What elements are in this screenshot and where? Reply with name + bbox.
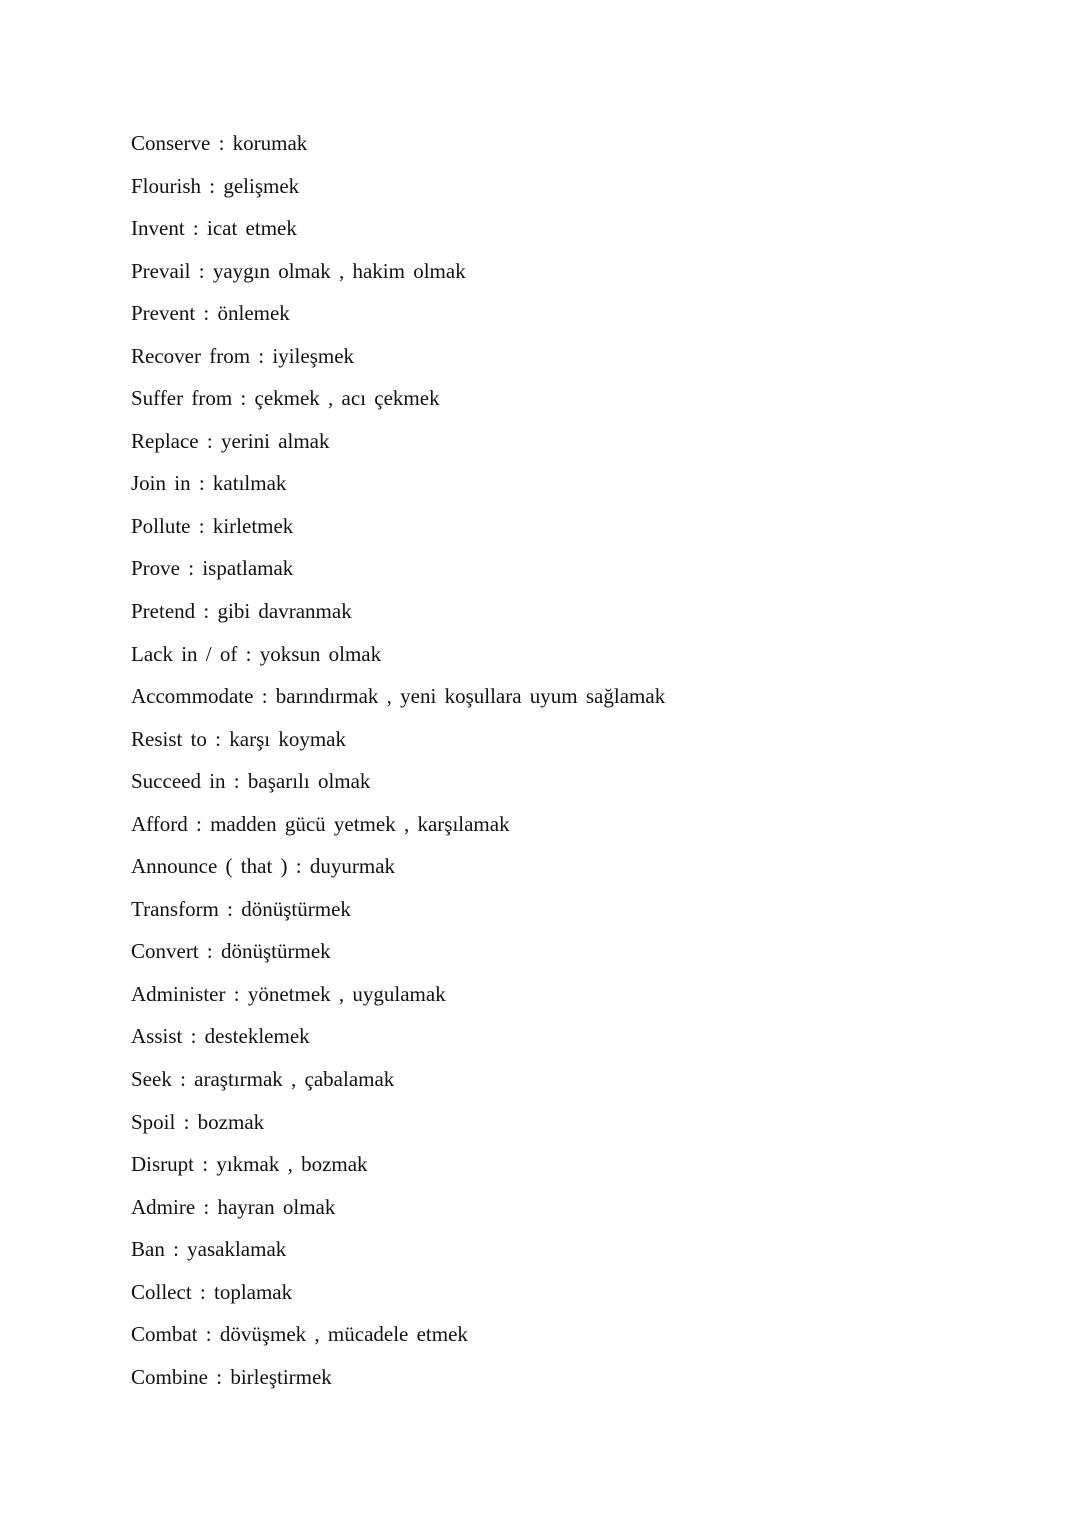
vocab-entry-resist-to: Resist to : karşı koymak: [131, 726, 346, 751]
vocab-entry-conserve: Conserve : korumak: [131, 131, 308, 155]
vocab-entry-invent: Invent : icat etmek: [131, 216, 297, 241]
vocab-entry-prevail: Prevail : yaygın olmak , hakim olmak: [131, 258, 466, 283]
vocab-entry-announce: Announce ( that ) : duyurmak: [131, 854, 396, 879]
vocab-entry-transform: Transform : dönüştürmek: [131, 896, 351, 921]
vocab-entry-collect: Collect : toplamak: [131, 1279, 293, 1304]
vocab-entry-suffer-from: Suffer from : çekmek , acı çekmek: [131, 386, 440, 411]
vocab-entry-seek: Seek : araştırmak , çabalamak: [131, 1067, 395, 1092]
vocab-entry-replace: Replace : yerini almak: [131, 428, 330, 453]
vocab-entry-administer: Administer : yönetmek , uygulamak: [131, 981, 446, 1006]
vocab-entry-disrupt: Disrupt : yıkmak , bozmak: [131, 1152, 368, 1177]
vocab-entry-pollute: Pollute : kirletmek: [131, 513, 294, 538]
vocab-entry-pretend: Pretend : gibi davranmak: [131, 599, 352, 624]
vocab-entry-combine: Combine : birleştirmek: [131, 1364, 332, 1389]
vocab-entry-lack: Lack in / of : yoksun olmak: [131, 641, 382, 666]
vocab-entry-ban: Ban : yasaklamak: [131, 1237, 287, 1262]
vocab-entry-join-in: Join in : katılmak: [131, 471, 287, 496]
vocab-entry-prevent: Prevent : önlemek: [131, 301, 290, 326]
vocab-entry-prove: Prove : ispatlamak: [131, 556, 294, 581]
vocab-entry-succeed-in: Succeed in : başarılı olmak: [131, 769, 371, 794]
vocab-entry-combat: Combat : dövüşmek , mücadele etmek: [131, 1322, 468, 1347]
vocab-entry-assist: Assist : desteklemek: [131, 1024, 310, 1049]
vocab-entry-flourish: Flourish : gelişmek: [131, 173, 300, 198]
vocab-entry-afford: Afford : madden gücü yetmek , karşılamak: [131, 811, 510, 836]
vocab-entry-accommodate: Accommodate : barındırmak , yeni koşullara uyum sağlamak: [131, 684, 666, 709]
vocab-entry-convert: Convert : dönüştürmek: [131, 939, 331, 964]
vocab-entry-spoil: Spoil : bozmak: [131, 1109, 265, 1134]
vocab-entry-admire: Admire : hayran olmak: [131, 1194, 336, 1219]
vocabulary-list: [131, 122, 665, 1398]
vocab-entry-recover-from: Recover from : iyileşmek: [131, 343, 355, 368]
